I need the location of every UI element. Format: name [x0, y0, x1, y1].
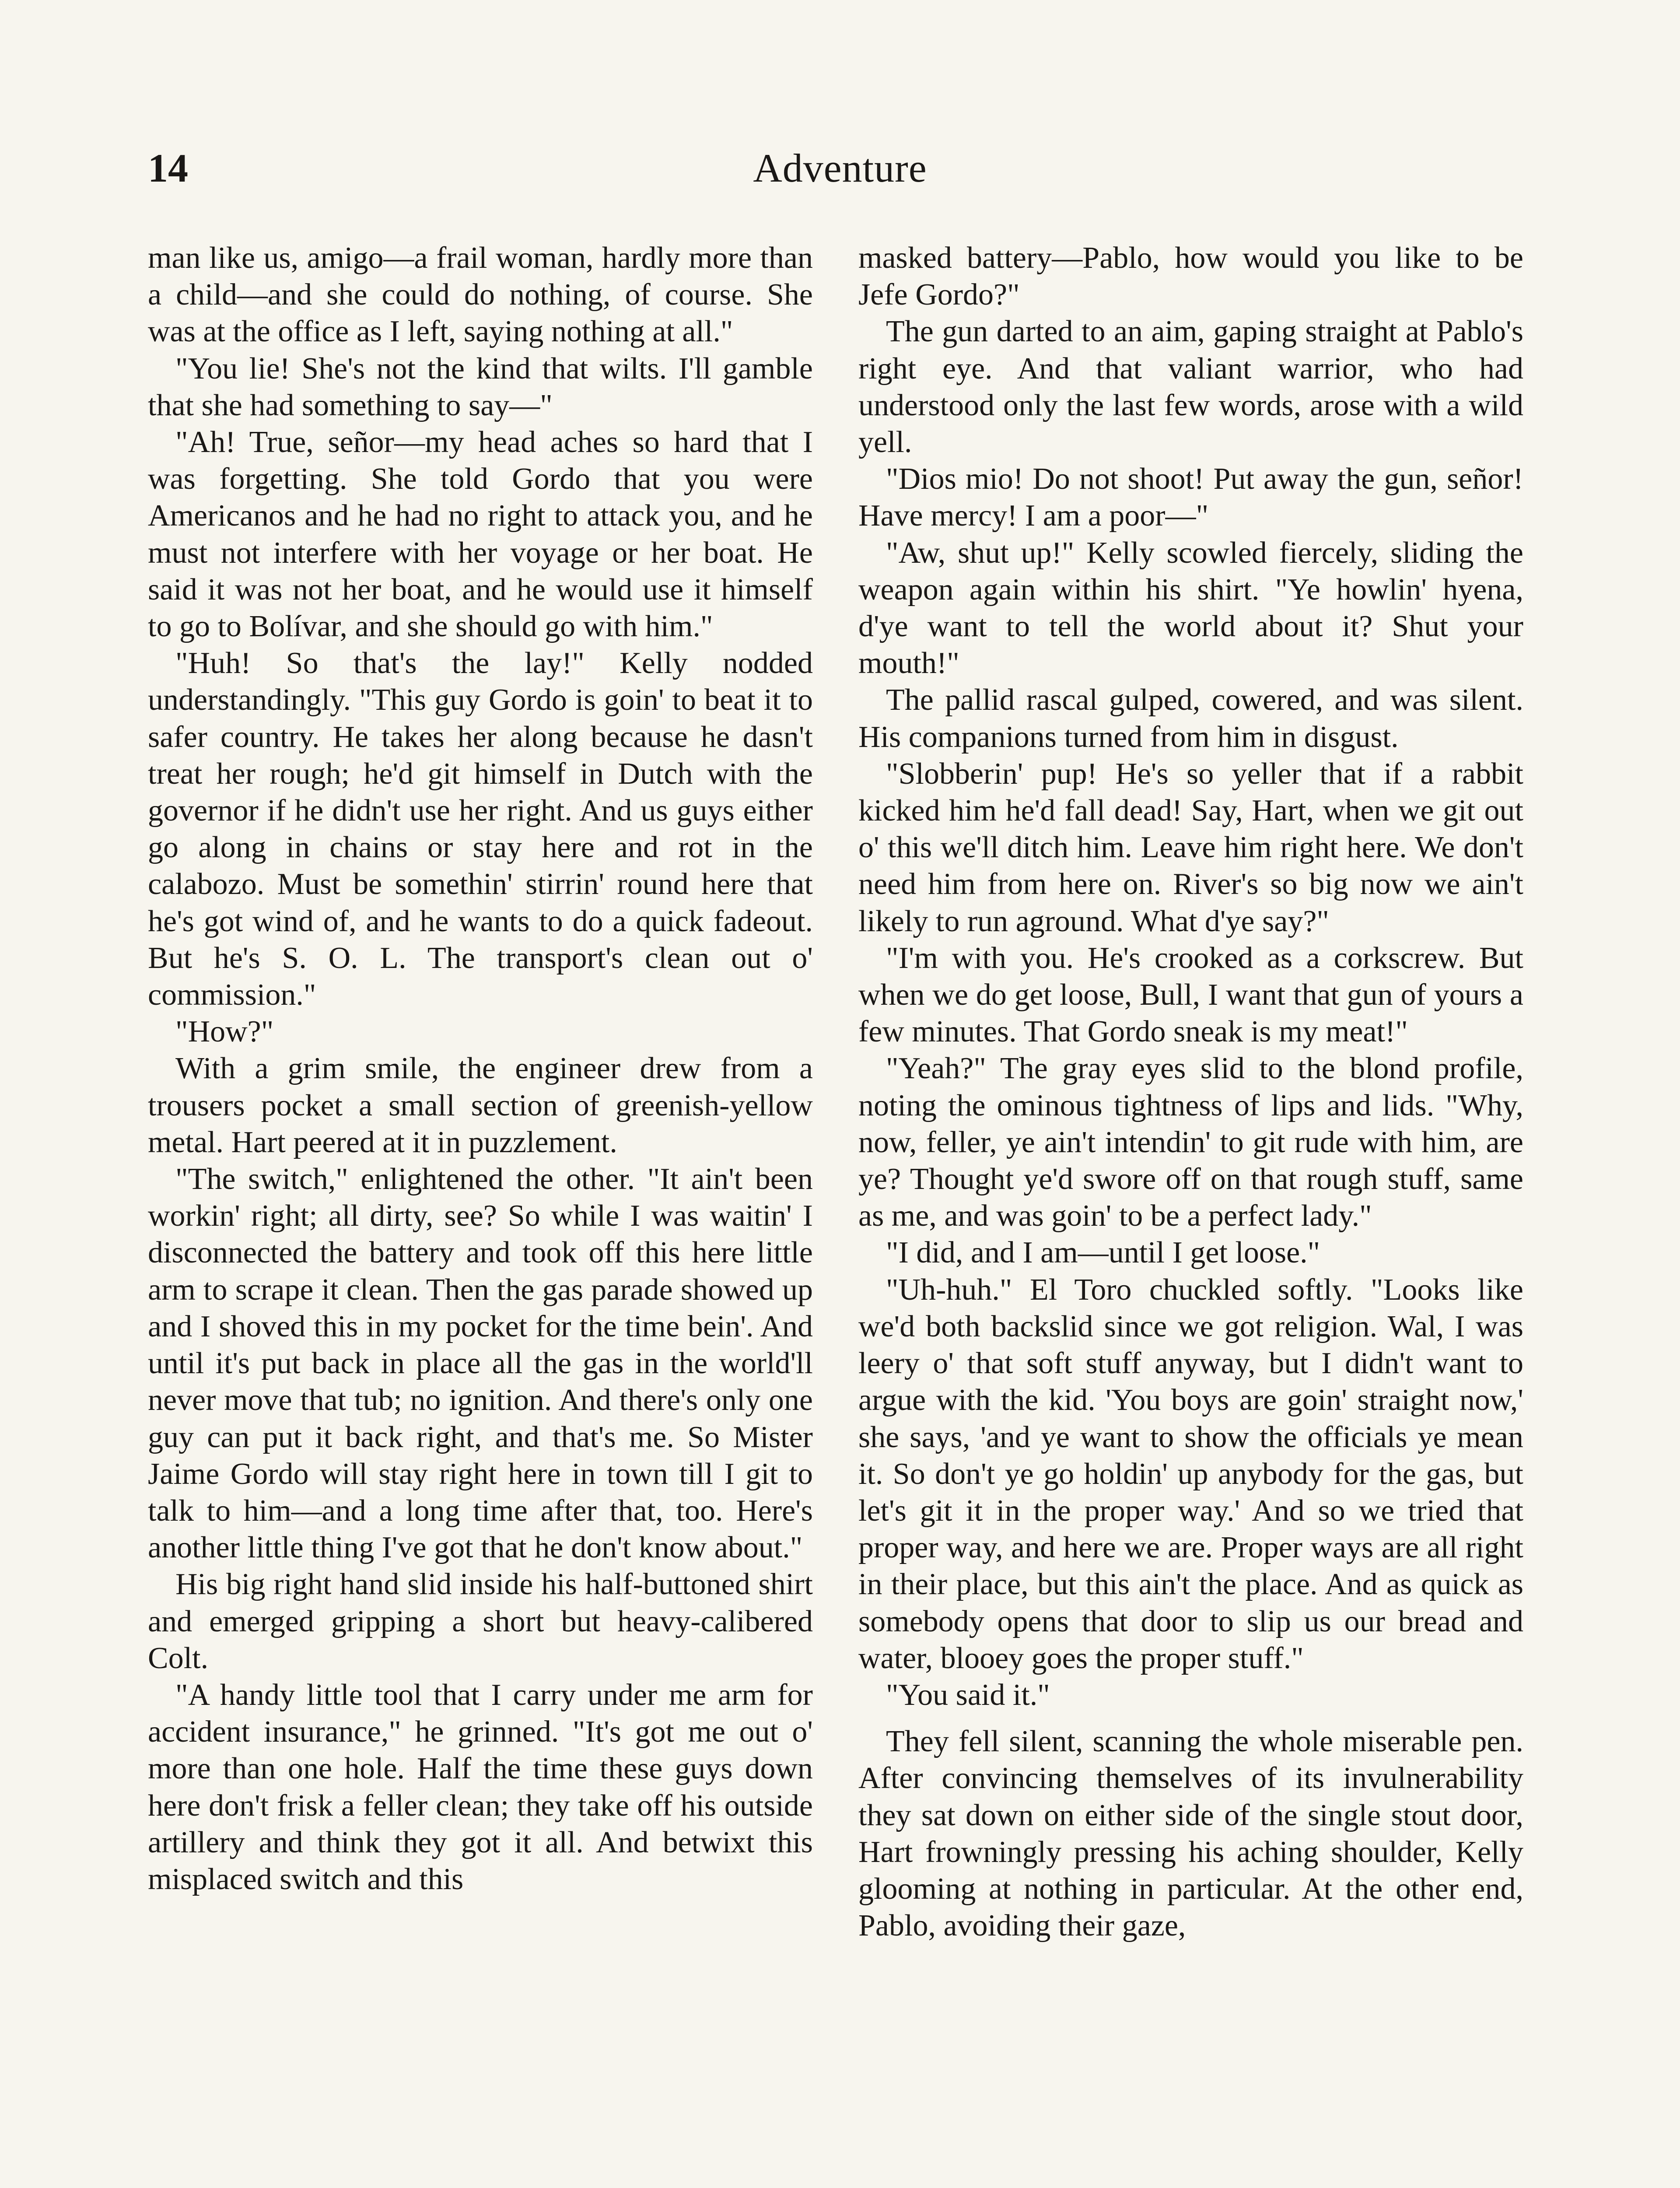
paragraph: "Slobberin' pup! He's so yeller that if a rabbit kicked him he'd fall dead! Say, Hart, when we git out o' this we'll ditch him. Leave him right here. We don't need him from here on. River's so big now we ain't likely to run aground. What d'ye say?" [858, 757, 1523, 938]
paragraph: The gun darted to an aim, gaping straight at Pablo's right eye. And that valiant warrior, who had understood only the last few words, arose with a wild yell. [858, 315, 1523, 459]
page-number: 14 [148, 146, 188, 190]
paragraph: "Dios mio! Do not shoot! Put away the gun, señor! Have mercy! I am a poor—" [858, 462, 1523, 533]
paragraph: man like us, amigo—a frail woman, hardly more than a child—and she could do nothing, of course. She was at the office as I left, saying nothing at all." [148, 241, 813, 349]
paragraph: With a grim smile, the engineer drew from a trousers pocket a small section of greenish-yellow metal. Hart peered at it in puzzlement. [148, 1052, 813, 1159]
paragraph: "I did, and I am—until I get loose." [886, 1236, 1320, 1270]
paragraph: "You lie! She's not the kind that wilts. I'll gamble that she had something to say—" [148, 351, 813, 422]
paragraph: masked battery—Pablo, how would you like to be Jefe Gordo?" [858, 241, 1523, 312]
paragraph: They fell silent, scanning the whole miserable pen. After convincing themselves of its invulnerability they sat down on either side of the single stout door, Hart frowningly pressing his aching shoulder, Kelly glooming at nothing in particular. At the other end, Pablo, avoiding their gaze, [858, 1725, 1523, 1943]
paragraph: "The switch," enlightened the other. "It ain't been workin' right; all dirty, see? So while I was waitin' I disconnected the battery and took off this here little arm to scrape it clean. Then the gas parade showed up and I shoved this in my pocket for the time bein'. And until it's put back in place all the gas in the world'll never move that tub; no ignition. And there's only one guy can put it back right, and that's me. So Mister Jaime Gordo will stay right here in town till I git to talk to him—and a long time after that, too. Here's another little thing I've got that he don't know about." [148, 1162, 813, 1565]
paragraph: "I'm with you. He's crooked as a corkscrew. But when we do get loose, Bull, I want that gun of yours a few minutes. That Gordo sneak is my meat!" [858, 941, 1523, 1049]
paragraph: "Ah! True, señor—my head aches so hard that I was forgetting. She told Gordo that you were Americanos and he had no right to attack you, and he must not interfere with her voyage or her boat. He said it was not her boat, and he would use it himself to go to Bolívar, and she should go with him." [148, 425, 813, 644]
left-column [148, 240, 813, 1898]
paragraph: His big right hand slid inside his half-buttoned shirt and emerged gripping a short but heavy-calibered Colt. [148, 1567, 813, 1675]
paragraph: "A handy little tool that I carry under me arm for accident insurance," he grinned. "It's got me out o' more than one hole. Half the time these guys down here don't frisk a feller clean; they take off his outside artillery and think they got it all. And betwixt this misplaced switch and this [148, 1678, 813, 1896]
running-title: Adventure [753, 146, 927, 190]
paragraph: "You said it." [886, 1678, 1050, 1712]
paragraph: The pallid rascal gulped, cowered, and was silent. His companions turned from him in disgust. [858, 683, 1523, 754]
paragraph: "How?" [175, 1015, 274, 1049]
right-column [858, 240, 1523, 1944]
paragraph: "Yeah?" The gray eyes slid to the blond profile, noting the ominous tightness of lips and lids. "Why, now, feller, ye ain't intendin' to git rude with him, are ye? Thought ye'd swore off on that rough stuff, same as me, and was goin' to be a perfect lady." [858, 1052, 1523, 1233]
paragraph: "Huh! So that's the lay!" Kelly nodded understandingly. "This guy Gordo is goin' to beat it to safer country. He takes her along because he dasn't treat her rough; he'd git himself in Dutch with the governor if he didn't use her right. And us guys either go along in chains or stay here and rot in the calabozo. Must be somethin' stirrin' round here that he's got wind of, and he wants to do a quick fadeout. But he's S. O. L. The transport's clean out o' commission." [148, 646, 813, 1012]
paragraph: "Uh-huh." El Toro chuckled softly. "Looks like we'd both backslid since we got religion. Wal, I was leery o' that soft stuff anyway, but I didn't want to argue with the kid. 'You boys are goin' straight now,' she says, 'and ye want to show the officials ye mean it. So don't ye go holdin' up anybody for the gas, but let's git it in the proper way.' And so we tried that proper way, and here we are. Proper ways are all right in their place, but this ain't the place. And as quick as somebody opens that door to slip us our bread and water, blooey goes the proper stuff." [858, 1273, 1523, 1675]
paragraph: "Aw, shut up!" Kelly scowled fiercely, sliding the weapon again within his shirt. "Ye howlin' hyena, d'ye want to tell the world about it? Shut your mouth!" [858, 536, 1523, 680]
